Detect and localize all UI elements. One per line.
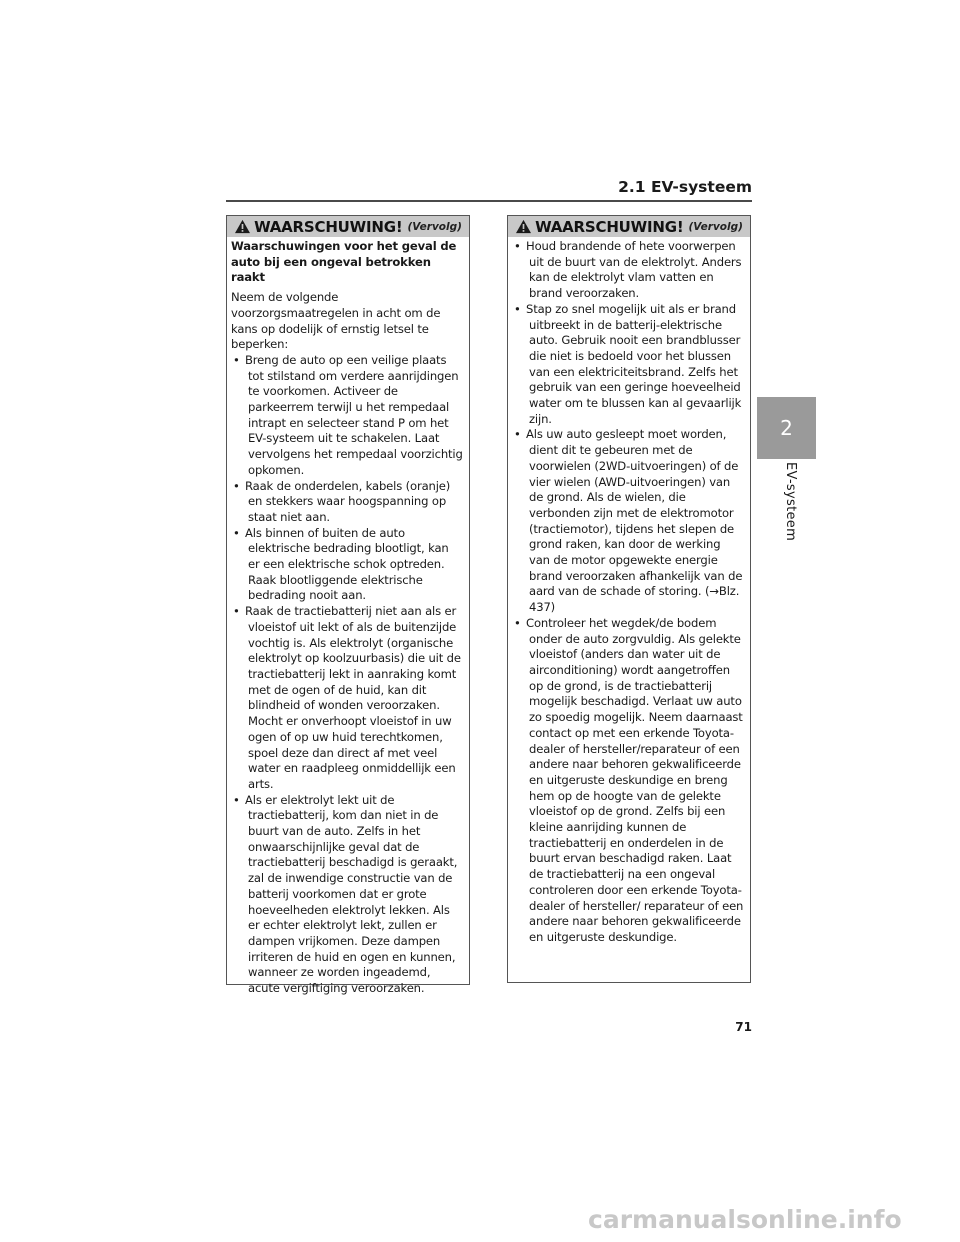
list-item: • Als binnen of buiten de auto elektrische bedrading blootligt, kan er een elektrische schok optreden. Raak blootliggende elektrische bedrading nooit aan. <box>233 525 449 603</box>
section-header: 2.1 EV-systeem <box>618 178 752 196</box>
list-item: • Breng de auto op een veilige plaats tot stilstand om verdere aanrijdingen te voorkomen. Activeer de parkeerrem terwijl u het rempedaal intrapt en selecteer stand P om het EV-systeem uit te schakelen. Laat vervolgens het rempedaal voorzichtig opkomen. <box>233 352 463 477</box>
warning-bullet-list <box>231 353 463 997</box>
warning-header <box>227 216 469 237</box>
warning-box-right <box>507 215 751 983</box>
list-item: • Als er elektrolyt lekt uit de tractiebatterij, kom dan niet in de buurt van de auto. Zelfs in het onwaarschijnlijke geval dat de tractiebatterij beschadigd is geraakt, zal de inwendige constructie van de batterij voorkomen dat er grote hoeveelheden elektrolyt lekken. Als er echter elektrolyt lekt, zullen er dampen vrijkomen. Deze dampen irriteren de huid en ogen en kunnen, wanneer ze worden ingeademd, acute vergiftiging veroorzaken. <box>233 792 458 996</box>
list-item: • Houd brandende of hete voorwerpen uit de buurt van de elektrolyt. Anders kan de elektrolyt vlam vatten en brand veroorzaken. <box>514 239 742 301</box>
list-item: • Als uw auto gesleept moet worden, dient dit te gebeuren met de voorwielen (2WD-uitvoeringen) of de vier wielen (AWD-uitvoeringen) van de grond. Als de wielen, die verbonden zijn met de elektromotor (tractiemotor), tijdens het slepen de grond raken, kan door de werking van de motor opgewekte energie brand veroorzaken afhankelijk van de aard van de schade of storing. (→Blz. 437) <box>514 427 743 615</box>
warning-triangle-icon <box>234 219 251 234</box>
list-item: • Raak de tractiebatterij niet aan als er vloeistof uit lekt of als de buitenzijde vochtig is. Als elektrolyt (organische elektrolyt op koolzuurbasis) die uit de tractiebatterij lekt in aanraking komt met de ogen of de huid, kan dit blindheid of wonden veroorzaken. Mocht er onverhoopt vloeistof in uw ogen of op uw huid terechtkomen, spoel deze dan direct af met veel water en raadpleeg onmiddellijk een arts. <box>233 604 461 791</box>
chapter-label: EV-systeem <box>783 462 798 542</box>
warning-continued: (Vervolg) <box>407 220 462 233</box>
chapter-tab[interactable] <box>757 397 816 459</box>
list-item: • Controleer het wegdek/de bodem onder de auto zorgvuldig. Als gelekte vloeistof (anders dan water uit de airconditioning) wordt aangetroffen op de grond, is de tractiebatterij mogelijk beschadigd. Verlaat uw auto zo spoedig mogelijk. Neem daarnaast contact op met een erkende Toyota-dealer of hersteller/reparateur of een andere naar behoren gekwalificeerde en uitgeruste deskundige en breng hem op de hoogte van de gelekte vloeistof op de grond. Zelfs bij een kleine aanrijding kunnen de tractiebatterij en onderdelen in de buurt ervan beschadigd raken. Laat de tractiebatterij na een ongeval controleren door een erkende Toyota-dealer of hersteller/ reparateur of een andere naar behoren gekwalificeerde en uitgeruste deskundige. <box>514 615 744 944</box>
section-divider <box>226 200 752 202</box>
warning-subheading: Waarschuwingen voor het geval de auto bij een ongeval betrokken raakt <box>231 239 457 285</box>
warning-title: WAARSCHUWING! <box>535 217 684 236</box>
warning-box-left <box>226 215 470 996</box>
warning-bullet-list <box>512 239 744 946</box>
page-number: 71 <box>735 1020 752 1034</box>
warning-continued: (Vervolg) <box>688 220 743 233</box>
watermark: carmanualsonline.info <box>588 1205 902 1234</box>
warning-title: WAARSCHUWING! <box>254 217 403 236</box>
chapter-number: 2 <box>780 416 793 440</box>
warning-header <box>508 216 750 237</box>
warning-triangle-icon <box>515 219 532 234</box>
warning-intro: Neem de volgende voorzorgsmaatregelen in acht om de kans op dodelijk of ernstig letsel te beperken: <box>231 290 441 352</box>
list-item: • Stap zo snel mogelijk uit als er brand uitbreekt in de batterij-elektrische auto. Gebruik nooit een brandblusser die niet is bedoeld voor het blussen van een elektriciteitsbrand. Zelfs het gebruik van een geringe hoeveelheid water om te blussen kan al gevaarlijk zijn. <box>514 301 742 426</box>
list-item: • Raak de onderdelen, kabels (oranje) en stekkers waar hoogspanning op staat niet aan. <box>233 478 451 524</box>
